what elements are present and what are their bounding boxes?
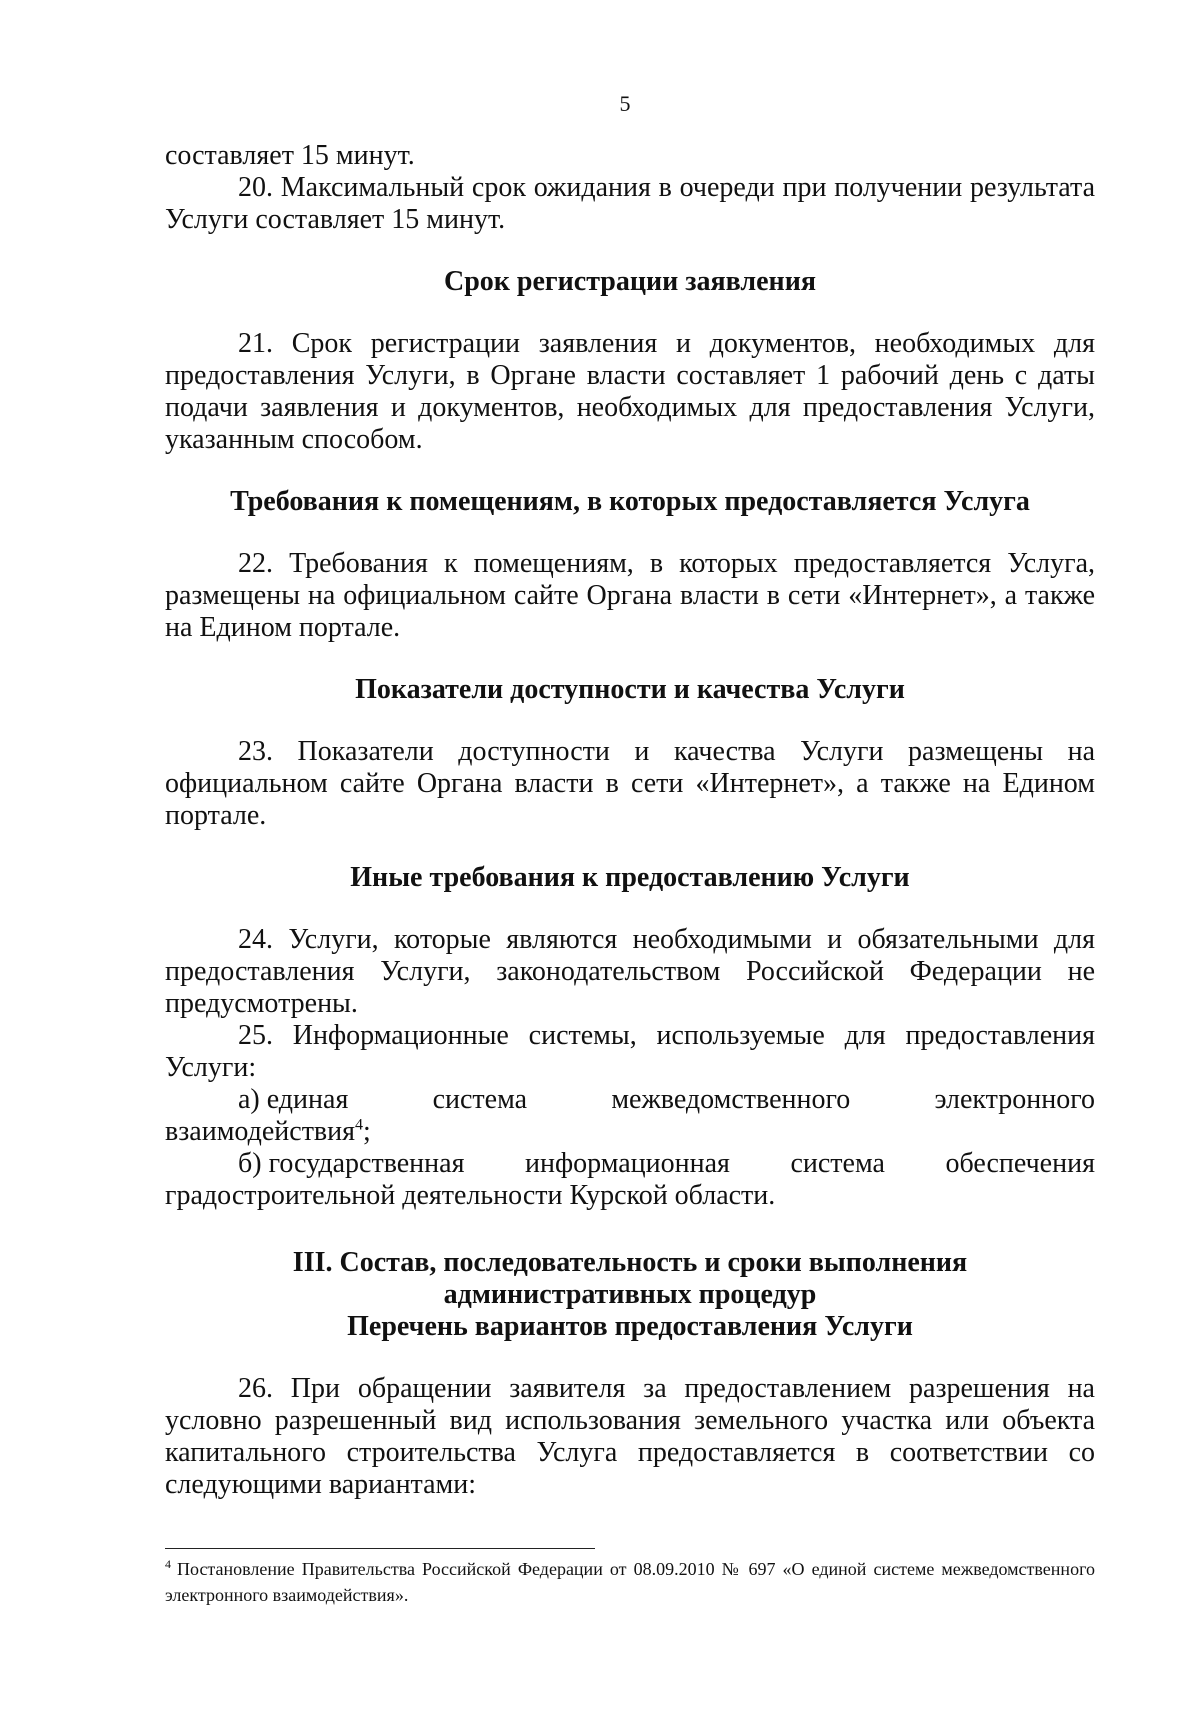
paragraph-25a-line2: взаимодействия$^4$;: [165, 1116, 371, 1147]
paragraph-21: 21. Срок регистрации заявления и документов, необходимых для предоставления Услуги, в Органе власти составляет 1 рабочий день с даты подачи заявления и документов, необходимых для предоставления Услуги, указанным способом.: [165, 328, 1095, 455]
heading-registration-term: Срок регистрации заявления: [444, 266, 816, 297]
heading-quality-indicators: Показатели доступности и качества Услуги: [355, 674, 905, 705]
section-3-title-line1: III. Состав, последовательность и сроки выполнения: [292, 1247, 968, 1278]
paragraph-23: 23. Показатели доступности и качества Услуги размещены на официальном сайте Органа власти в сети «Интернет», а также на Едином портале.: [165, 736, 1095, 831]
footnote-mark: 4: [165, 1557, 171, 1571]
footnote-divider: [165, 1548, 595, 1549]
heading-other-requirements: Иные требования к предоставлению Услуги: [350, 862, 910, 893]
section-3-subtitle: Перечень вариантов предоставления Услуги: [347, 1311, 913, 1342]
section-3-title-line2: административных процедур: [443, 1279, 817, 1310]
paragraph-26: 26. При обращении заявителя за предоставлением разрешения на условно разрешенный вид использования земельного участка или объекта капитального строительства Услуга предоставляется в соответствии со следующими вариантами:: [165, 1373, 1095, 1500]
heading-premises-requirements: Требования к помещениям, в которых предоставляется Услуга: [230, 486, 1030, 517]
paragraph-22: 22. Требования к помещениям, в которых предоставляется Услуга, размещены на официальном сайте Органа власти в сети «Интернет», а также на Едином портале.: [165, 548, 1095, 643]
page-content: [165, 140, 1095, 1501]
paragraph-20: 20. Максимальный срок ожидания в очереди при получении результата Услуги составляет 15 минут.: [165, 172, 1095, 235]
paragraph-25: 25. Информационные системы, используемые для предоставления Услуги:: [165, 1020, 1095, 1083]
paragraph-continuation: составляет 15 минут.: [165, 140, 415, 171]
page-number: 5: [619, 91, 631, 116]
footnote-reference: 4: [355, 1116, 364, 1134]
paragraph-25b-line2: градостроительной деятельности Курской области.: [165, 1180, 776, 1211]
footnote: [165, 1556, 1095, 1608]
footnote-text: Постановление Правительства Российской Федерации от 08.09.2010 № 697 «О единой системе межведомственного электронного взаимодействия».: [165, 1559, 1095, 1605]
paragraph-25b-line1: б) государственная информационная система обеспечения: [238, 1148, 1095, 1179]
paragraph-25a-line1: а) единая система межведомственного электронного: [238, 1084, 1095, 1115]
paragraph-24: 24. Услуги, которые являются необходимыми и обязательными для предоставления Услуги, законодательством Российской Федерации не предусмотрены.: [165, 924, 1095, 1019]
